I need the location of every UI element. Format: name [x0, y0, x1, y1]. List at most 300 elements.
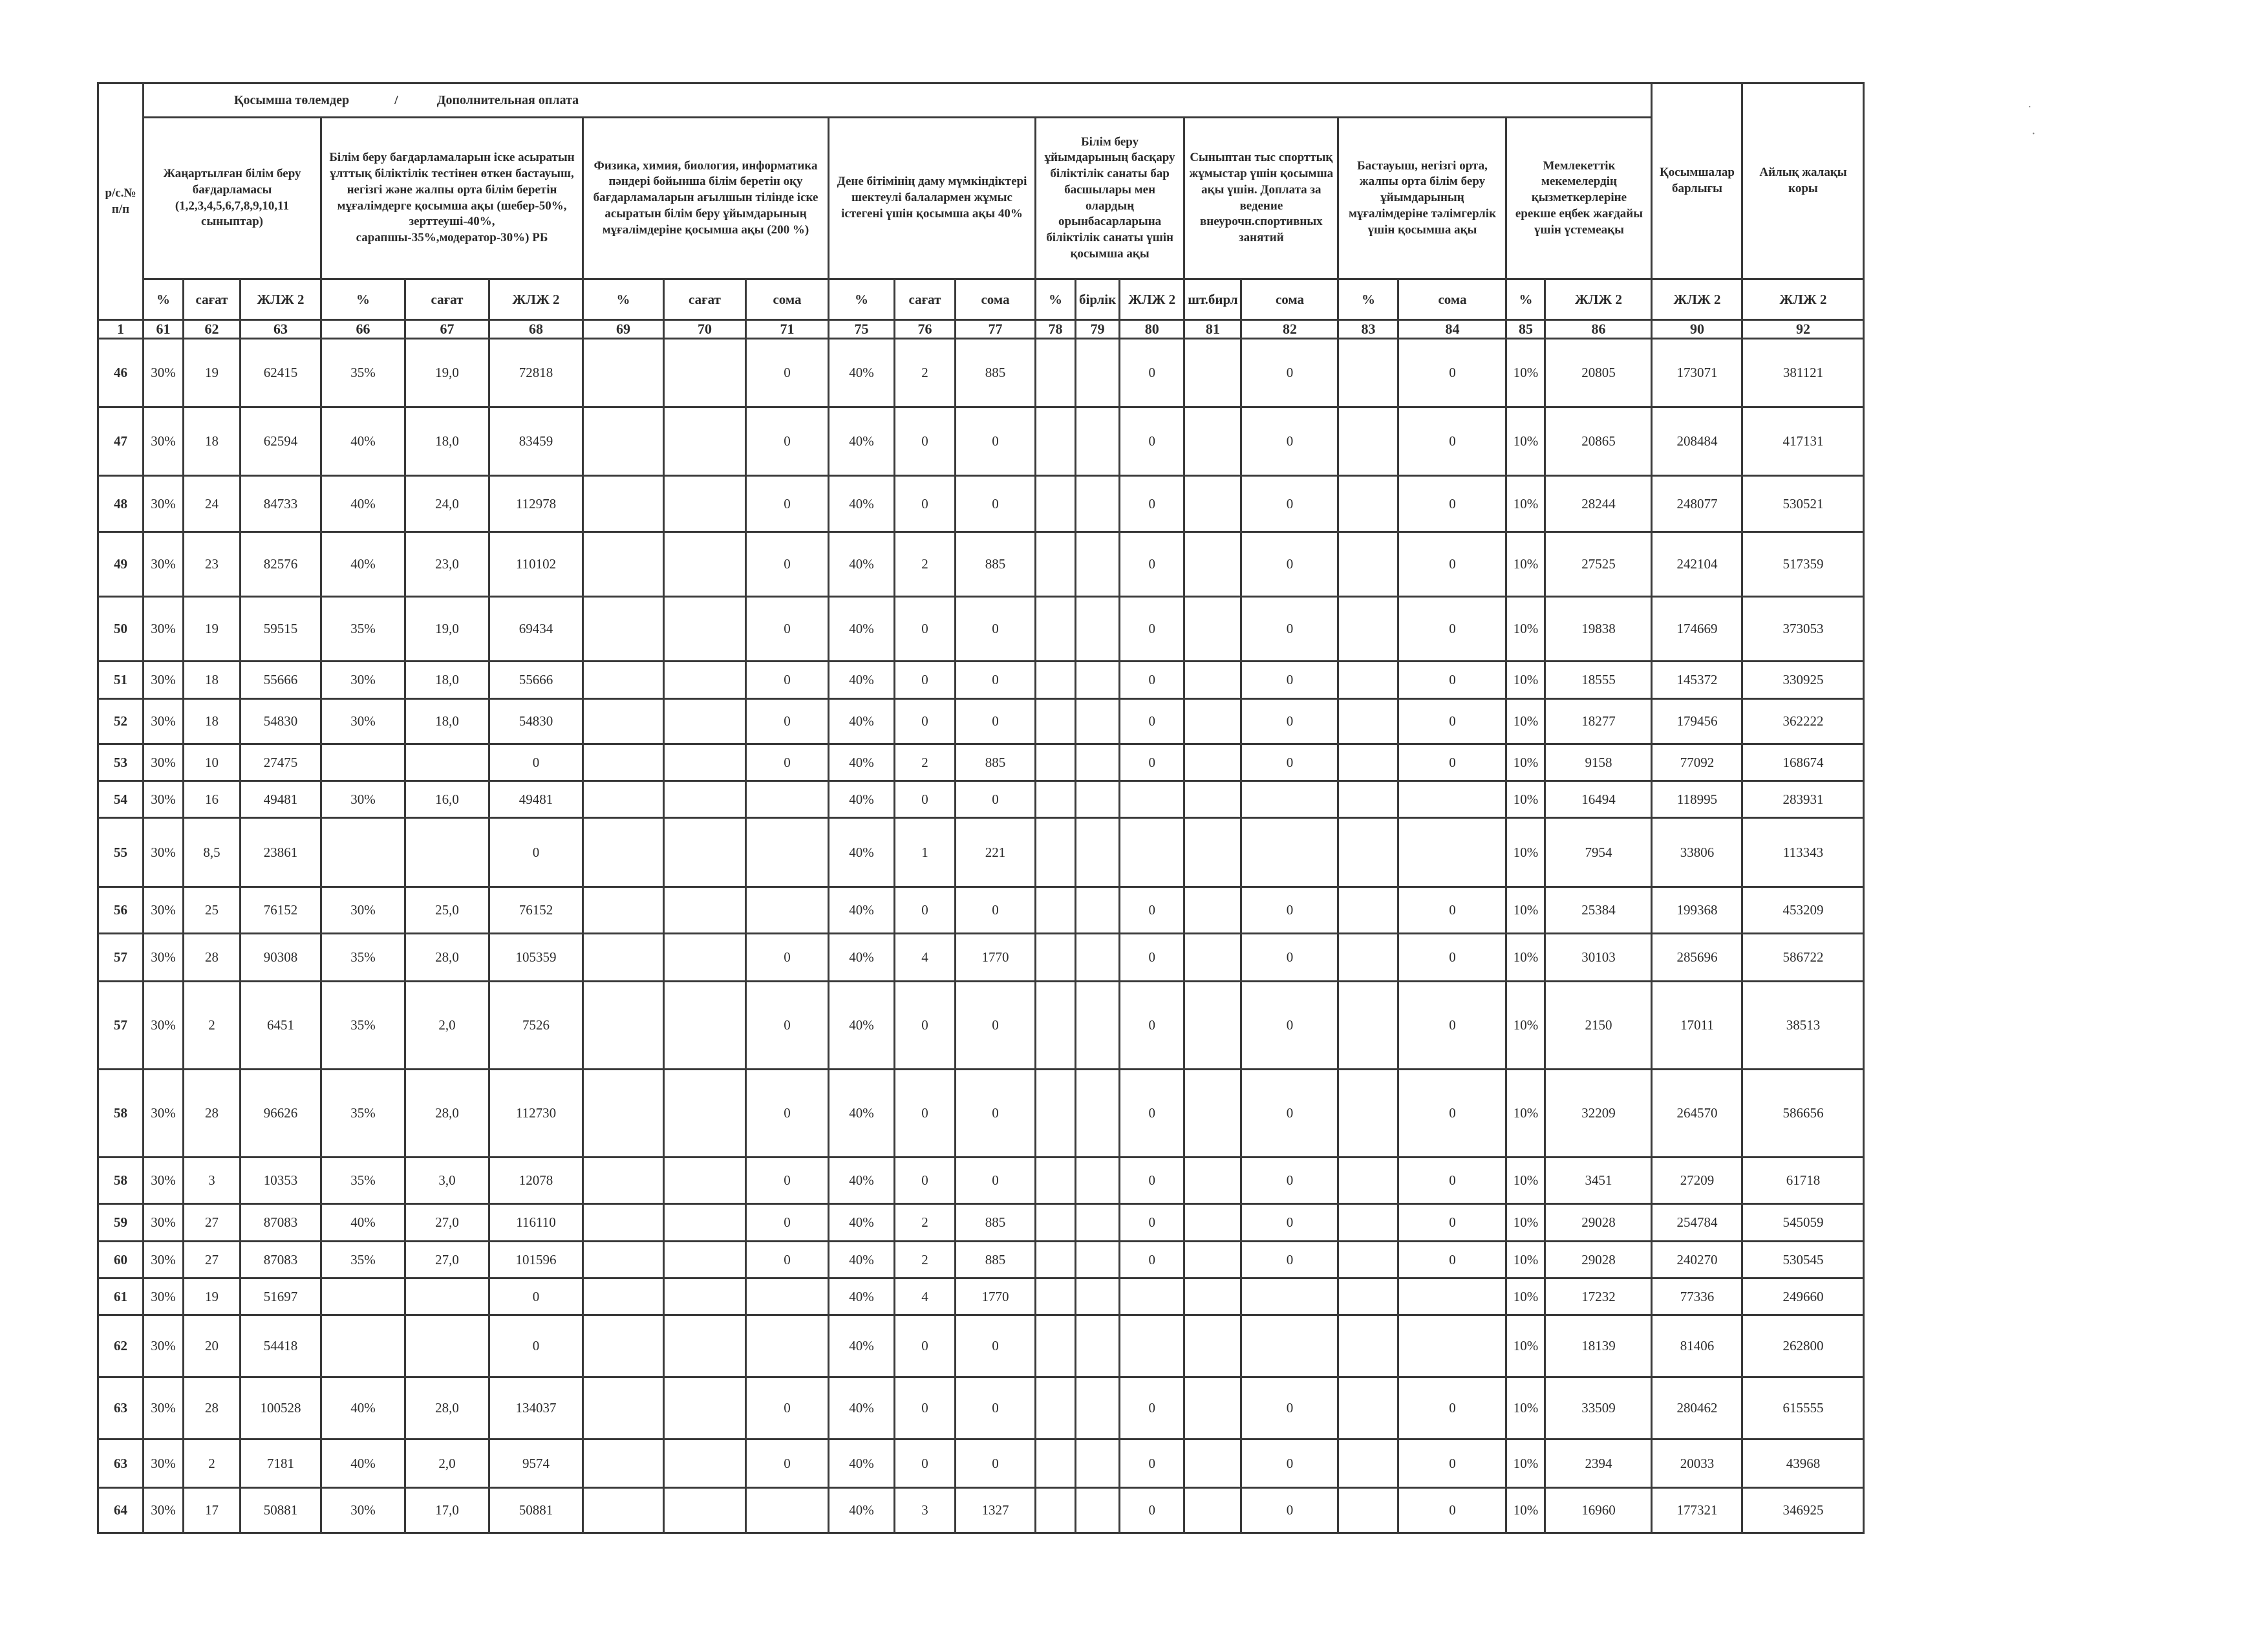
table-cell: 40%: [829, 699, 895, 744]
table-cell: 885: [956, 1204, 1036, 1242]
column-number: 85: [1506, 320, 1545, 339]
table-cell: 248077: [1652, 476, 1742, 532]
table-cell: 0: [1398, 744, 1506, 781]
table-row: [98, 1204, 1864, 1242]
table-cell: [1076, 597, 1120, 662]
table-cell: [664, 1242, 746, 1278]
monthly-fund-subheader: ЖЛЖ 2: [1742, 279, 1864, 320]
table-cell: [664, 699, 746, 744]
table-cell: 18277: [1545, 699, 1652, 744]
table-cell: 0: [1398, 407, 1506, 476]
table-cell: 0: [895, 1377, 956, 1439]
table-cell: 18139: [1545, 1315, 1652, 1377]
table-cell: 586722: [1742, 934, 1864, 982]
table-cell: 100528: [241, 1377, 321, 1439]
table-cell: 20033: [1652, 1439, 1742, 1488]
table-cell: [1184, 781, 1241, 818]
table-cell: [664, 662, 746, 699]
column-number: 67: [405, 320, 489, 339]
table-cell: 10%: [1506, 662, 1545, 699]
table-cell: 0: [1398, 1377, 1506, 1439]
table-cell: 59515: [241, 597, 321, 662]
table-cell: [1036, 934, 1076, 982]
table-cell: [1076, 1242, 1120, 1278]
table-cell: 2150: [1545, 982, 1652, 1070]
table-cell: 0: [1241, 1158, 1338, 1204]
table-cell: 40%: [829, 1204, 895, 1242]
table-cell: 16,0: [405, 781, 489, 818]
table-cell: 40%: [829, 532, 895, 597]
column-number: 80: [1120, 320, 1184, 339]
table-cell: [1036, 744, 1076, 781]
table-cell: [1036, 476, 1076, 532]
section-header: Дене бітімінің даму мүмкіндіктері шектеулі балалармен жұмыс істегені үшін қосымша ақы 40%: [829, 118, 1036, 279]
table-cell: 54830: [241, 699, 321, 744]
table-cell: [583, 781, 664, 818]
table-cell: 30%: [144, 1242, 184, 1278]
row-number-cell: 59: [98, 1204, 144, 1242]
table-cell: 0: [895, 1158, 956, 1204]
table-cell: 0: [895, 476, 956, 532]
table-cell: 40%: [829, 781, 895, 818]
table-cell: 30%: [321, 887, 405, 934]
table-cell: [1120, 1278, 1184, 1315]
table-cell: 3451: [1545, 1158, 1652, 1204]
table-cell: 0: [956, 1315, 1036, 1377]
table-cell: [1036, 1242, 1076, 1278]
table-cell: 1770: [956, 1278, 1036, 1315]
table-cell: [1184, 887, 1241, 934]
table-cell: [664, 781, 746, 818]
table-cell: 0: [1398, 662, 1506, 699]
table-cell: [1076, 818, 1120, 887]
table-cell: 0: [1120, 339, 1184, 407]
section-header: Мемлекеттік мекемелердің қызметкерлеріне ерекше еңбек жағдайы үшін үстемеақы: [1506, 118, 1652, 279]
table-cell: 0: [489, 1278, 583, 1315]
table-cell: [1036, 1439, 1076, 1488]
row-number-cell: 53: [98, 744, 144, 781]
row-number-cell: 46: [98, 339, 144, 407]
table-cell: 40%: [829, 887, 895, 934]
row-number-cell: 62: [98, 1315, 144, 1377]
table-cell: 10353: [241, 1158, 321, 1204]
table-cell: [1036, 1278, 1076, 1315]
table-cell: 7526: [489, 982, 583, 1070]
table-cell: [1036, 1377, 1076, 1439]
table-cell: 0: [1120, 744, 1184, 781]
table-cell: 242104: [1652, 532, 1742, 597]
table-cell: 10%: [1506, 934, 1545, 982]
table-cell: 20865: [1545, 407, 1652, 476]
table-cell: 28: [184, 934, 241, 982]
table-cell: 545059: [1742, 1204, 1864, 1242]
table-cell: 23: [184, 532, 241, 597]
table-cell: [664, 1315, 746, 1377]
table-cell: 112730: [489, 1070, 583, 1158]
row-number-cell: 55: [98, 818, 144, 887]
table-cell: 453209: [1742, 887, 1864, 934]
table-cell: 30%: [144, 407, 184, 476]
column-subheader: сома: [1241, 279, 1338, 320]
table-cell: 27475: [241, 744, 321, 781]
table-cell: 0: [1120, 982, 1184, 1070]
table-cell: [1076, 1439, 1120, 1488]
table-cell: 18,0: [405, 699, 489, 744]
table-cell: 87083: [241, 1204, 321, 1242]
table-cell: 0: [489, 818, 583, 887]
table-cell: [1184, 339, 1241, 407]
table-cell: 0: [1398, 476, 1506, 532]
table-cell: [1036, 818, 1076, 887]
table-cell: 0: [956, 699, 1036, 744]
table-cell: 30%: [321, 1488, 405, 1533]
table-cell: 0: [1241, 744, 1338, 781]
scan-mark: ˙: [2027, 103, 2032, 118]
table-cell: [1184, 1070, 1241, 1158]
table-cell: [664, 1377, 746, 1439]
table-cell: [664, 1070, 746, 1158]
table-cell: 0: [895, 781, 956, 818]
table-cell: [1076, 934, 1120, 982]
table-cell: [1338, 1315, 1398, 1377]
table-cell: [1184, 1278, 1241, 1315]
column-subheader: сома: [1398, 279, 1506, 320]
table-cell: [746, 1315, 829, 1377]
table-cell: 105359: [489, 934, 583, 982]
table-cell: [583, 476, 664, 532]
table-cell: 90308: [241, 934, 321, 982]
table-cell: 0: [1398, 532, 1506, 597]
monthly-fund-header: Айлық жалақы коры: [1742, 83, 1864, 279]
table-cell: 885: [956, 339, 1036, 407]
table-cell: 24,0: [405, 476, 489, 532]
row-number-cell: 63: [98, 1377, 144, 1439]
table-cell: 0: [1398, 699, 1506, 744]
table-cell: 18555: [1545, 662, 1652, 699]
table-cell: [664, 339, 746, 407]
table-cell: 83459: [489, 407, 583, 476]
table-cell: 0: [746, 1242, 829, 1278]
column-subheader: сағат: [184, 279, 241, 320]
table-row: [98, 818, 1864, 887]
table-cell: 4: [895, 934, 956, 982]
table-cell: 2: [895, 1242, 956, 1278]
table-cell: 10%: [1506, 1488, 1545, 1533]
table-cell: 30%: [144, 982, 184, 1070]
table-cell: 28,0: [405, 1070, 489, 1158]
column-number: 79: [1076, 320, 1120, 339]
table-cell: 254784: [1652, 1204, 1742, 1242]
table-cell: [1036, 1158, 1076, 1204]
table-cell: 0: [895, 597, 956, 662]
table-cell: 0: [895, 1315, 956, 1377]
table-cell: 84733: [241, 476, 321, 532]
table-cell: 30%: [144, 744, 184, 781]
table-cell: [664, 982, 746, 1070]
table-row: [98, 339, 1864, 407]
table-cell: 0: [895, 887, 956, 934]
table-cell: [1036, 407, 1076, 476]
table-cell: 30%: [144, 1315, 184, 1377]
table-cell: 0: [1120, 476, 1184, 532]
table-cell: [664, 597, 746, 662]
table-cell: 208484: [1652, 407, 1742, 476]
table-cell: 0: [1241, 1242, 1338, 1278]
table-cell: 30%: [321, 699, 405, 744]
table-cell: 30%: [144, 1377, 184, 1439]
row-number-cell: 49: [98, 532, 144, 597]
table-cell: [746, 781, 829, 818]
table-cell: [1036, 1204, 1076, 1242]
table-cell: 25384: [1545, 887, 1652, 934]
table-cell: 199368: [1652, 887, 1742, 934]
table-cell: 19838: [1545, 597, 1652, 662]
table-row: [98, 662, 1864, 699]
table-cell: 30%: [321, 662, 405, 699]
table-cell: [1036, 597, 1076, 662]
table-cell: [664, 1439, 746, 1488]
table-cell: [583, 699, 664, 744]
table-cell: 3: [184, 1158, 241, 1204]
table-cell: 35%: [321, 982, 405, 1070]
table-cell: [1184, 476, 1241, 532]
table-cell: 283931: [1742, 781, 1864, 818]
table-cell: 10%: [1506, 887, 1545, 934]
table-cell: 50881: [241, 1488, 321, 1533]
table-cell: [1036, 1488, 1076, 1533]
table-cell: 96626: [241, 1070, 321, 1158]
table-cell: [1076, 1278, 1120, 1315]
section-header: Білім беру бағдарламаларын іске асыратын ұлттық біліктілік тестінен өткен бастауыш, негізгі және жалпы орта білім беретін мұғалімдерге қосымша ақы (шебер-50%, зерттеуші-40%, сарапшы-35%,модератор-30%) РБ: [321, 118, 583, 279]
table-cell: [1076, 339, 1120, 407]
table-cell: 0: [1120, 934, 1184, 982]
table-cell: [1076, 1488, 1120, 1533]
table-cell: 30%: [144, 1488, 184, 1533]
table-row: [98, 982, 1864, 1070]
table-cell: 54418: [241, 1315, 321, 1377]
table-cell: [664, 887, 746, 934]
table-cell: 330925: [1742, 662, 1864, 699]
row-number-cell: 51: [98, 662, 144, 699]
table-cell: [583, 662, 664, 699]
table-cell: 18,0: [405, 407, 489, 476]
table-cell: 0: [895, 407, 956, 476]
table-cell: 43968: [1742, 1439, 1864, 1488]
table-cell: 40%: [829, 1315, 895, 1377]
table-cell: 0: [895, 1439, 956, 1488]
row-number-cell: 47: [98, 407, 144, 476]
column-subheader: ЖЛЖ 2: [1120, 279, 1184, 320]
table-cell: [664, 1204, 746, 1242]
table-cell: 40%: [829, 818, 895, 887]
table-cell: 49481: [489, 781, 583, 818]
column-number: 77: [956, 320, 1036, 339]
table-cell: [1338, 982, 1398, 1070]
table-cell: [583, 744, 664, 781]
table-row: [98, 1070, 1864, 1158]
table-cell: 30%: [144, 339, 184, 407]
row-number-cell: 54: [98, 781, 144, 818]
table-cell: 0: [746, 662, 829, 699]
table-row: [98, 1488, 1864, 1533]
column-subheader: сома: [746, 279, 829, 320]
table-cell: 240270: [1652, 1242, 1742, 1278]
table-cell: 0: [1120, 1242, 1184, 1278]
table-cell: 10%: [1506, 1278, 1545, 1315]
table-cell: [664, 1488, 746, 1533]
table-cell: 0: [1120, 699, 1184, 744]
column-subheader: %: [1036, 279, 1076, 320]
table-cell: 3: [895, 1488, 956, 1533]
table-cell: 10%: [1506, 781, 1545, 818]
table-cell: 10%: [1506, 339, 1545, 407]
table-cell: 177321: [1652, 1488, 1742, 1533]
table-cell: 0: [1398, 1070, 1506, 1158]
table-cell: 0: [956, 887, 1036, 934]
table-cell: [664, 934, 746, 982]
table-cell: 586656: [1742, 1070, 1864, 1158]
table-cell: 0: [1120, 597, 1184, 662]
table-cell: 33509: [1545, 1377, 1652, 1439]
table-cell: 0: [746, 982, 829, 1070]
table-cell: 112978: [489, 476, 583, 532]
table-cell: [664, 744, 746, 781]
table-cell: 0: [746, 1070, 829, 1158]
table-cell: 40%: [829, 1377, 895, 1439]
table-cell: 0: [1398, 597, 1506, 662]
table-cell: 30103: [1545, 934, 1652, 982]
table-cell: 6451: [241, 982, 321, 1070]
table-cell: 30%: [144, 1439, 184, 1488]
table-cell: 0: [1241, 662, 1338, 699]
table-cell: [1338, 1070, 1398, 1158]
row-number-cell: 58: [98, 1070, 144, 1158]
table-cell: 30%: [144, 781, 184, 818]
group-title: [144, 83, 1652, 118]
table-cell: [1076, 662, 1120, 699]
column-number: 63: [241, 320, 321, 339]
table-cell: 113343: [1742, 818, 1864, 887]
table-cell: [1076, 1070, 1120, 1158]
table-cell: [583, 1377, 664, 1439]
table-cell: [583, 407, 664, 476]
table-cell: [1184, 662, 1241, 699]
table-cell: 7954: [1545, 818, 1652, 887]
table-cell: [583, 1488, 664, 1533]
table-cell: 27,0: [405, 1204, 489, 1242]
table-cell: [1184, 597, 1241, 662]
table-row: [98, 1242, 1864, 1278]
table-cell: 0: [489, 744, 583, 781]
row-number-cell: 58: [98, 1158, 144, 1204]
table-cell: 28244: [1545, 476, 1652, 532]
table-cell: 101596: [489, 1242, 583, 1278]
table-cell: 33806: [1652, 818, 1742, 887]
table-cell: [1184, 407, 1241, 476]
table-cell: 0: [1241, 597, 1338, 662]
table-cell: [746, 1488, 829, 1533]
table-cell: 30%: [144, 934, 184, 982]
table-cell: [1184, 982, 1241, 1070]
table-cell: 27: [184, 1242, 241, 1278]
table-cell: 0: [1120, 887, 1184, 934]
table-cell: 40%: [829, 407, 895, 476]
table-cell: [1338, 1242, 1398, 1278]
table-cell: 7181: [241, 1439, 321, 1488]
group-title-ru: Дополнительная оплата: [436, 92, 579, 107]
table-cell: 0: [895, 1070, 956, 1158]
table-cell: [583, 1315, 664, 1377]
table-cell: 9158: [1545, 744, 1652, 781]
column-subheader: %: [321, 279, 405, 320]
table-cell: [1338, 339, 1398, 407]
table-cell: [405, 818, 489, 887]
table-cell: [1184, 1242, 1241, 1278]
table-cell: [1241, 1315, 1338, 1377]
table-cell: [1076, 744, 1120, 781]
table-cell: 615555: [1742, 1377, 1864, 1439]
table-cell: 35%: [321, 1242, 405, 1278]
table-cell: [583, 887, 664, 934]
table-cell: [1338, 699, 1398, 744]
table-cell: 10: [184, 744, 241, 781]
table-row: [98, 476, 1864, 532]
table-cell: 19: [184, 1278, 241, 1315]
table-cell: 2: [895, 532, 956, 597]
row-number-cell: 57: [98, 982, 144, 1070]
table-cell: 40%: [829, 1488, 895, 1533]
table-cell: [1184, 532, 1241, 597]
table-cell: 168674: [1742, 744, 1864, 781]
column-subheader: %: [144, 279, 184, 320]
table-cell: 0: [1120, 1377, 1184, 1439]
table-cell: 8,5: [184, 818, 241, 887]
table-cell: 0: [895, 662, 956, 699]
table-cell: [1076, 1158, 1120, 1204]
table-cell: 27,0: [405, 1242, 489, 1278]
column-number: 84: [1398, 320, 1506, 339]
table-cell: 28,0: [405, 934, 489, 982]
table-cell: [1338, 476, 1398, 532]
table-cell: [1184, 1439, 1241, 1488]
table-cell: [583, 339, 664, 407]
table-cell: [583, 1439, 664, 1488]
table-cell: 10%: [1506, 744, 1545, 781]
table-cell: 0: [746, 407, 829, 476]
table-cell: 0: [746, 532, 829, 597]
table-cell: 0: [956, 1439, 1036, 1488]
row-number-cell: 52: [98, 699, 144, 744]
table-cell: [1076, 1377, 1120, 1439]
table-cell: 40%: [829, 339, 895, 407]
table-row: [98, 1315, 1864, 1377]
table-cell: 40%: [829, 934, 895, 982]
table-cell: 0: [1241, 887, 1338, 934]
table-cell: [1076, 1204, 1120, 1242]
section-header: Бастауыш, негізгі орта, жалпы орта білім беру ұйымдарының мұғалімдеріне тәлімгерлік үшін қосымша ақы: [1338, 118, 1506, 279]
table-cell: 10%: [1506, 1070, 1545, 1158]
row-number-cell: 64: [98, 1488, 144, 1533]
table-cell: 69434: [489, 597, 583, 662]
table-cell: 381121: [1742, 339, 1864, 407]
table-cell: 1: [895, 818, 956, 887]
column-number: 61: [144, 320, 184, 339]
table-cell: 17232: [1545, 1278, 1652, 1315]
table-cell: 82576: [241, 532, 321, 597]
table-cell: 0: [1241, 1204, 1338, 1242]
table-cell: [1076, 982, 1120, 1070]
table-cell: 35%: [321, 597, 405, 662]
